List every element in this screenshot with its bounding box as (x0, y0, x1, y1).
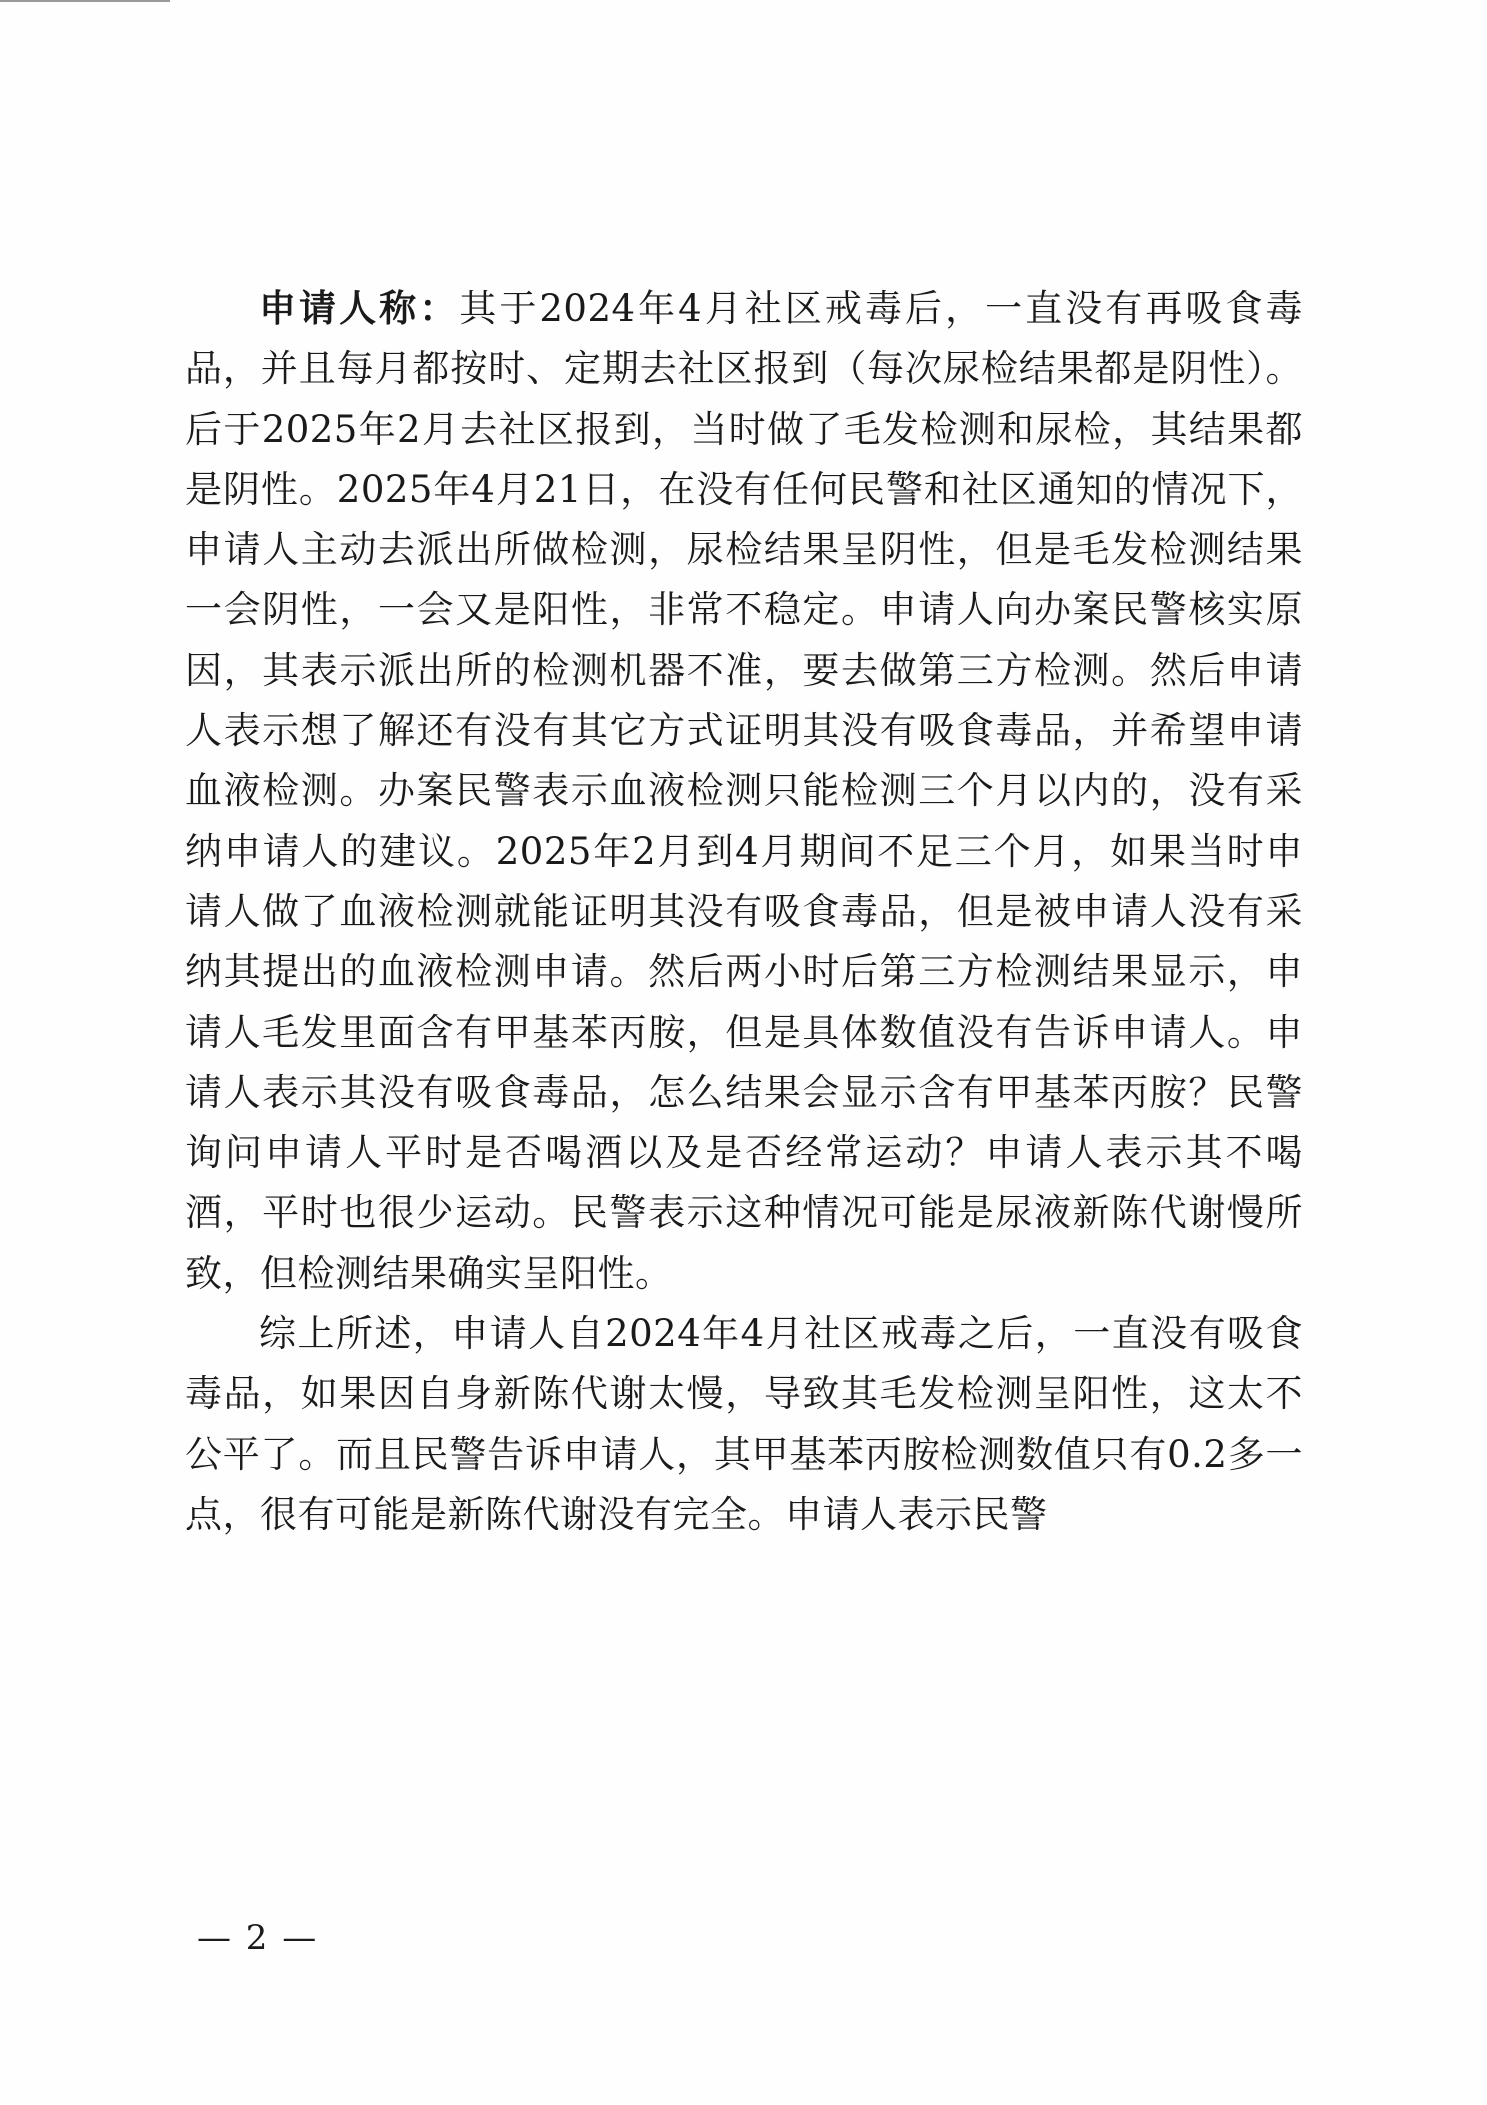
top-edge-rule (0, 0, 170, 2)
paragraph-text: 综上所述，申请人自2024年4月社区戒毒之后，一直没有吸食毒品，如果因自身新陈代谢太慢，导致其毛发检测呈阳性，这太不公平了。而且民警告诉申请人，其甲基苯丙胺检测数值只有0.2多一点，很有可能是新陈代谢没有完全。申请人表示民警 (185, 1312, 1303, 1536)
document-body (185, 278, 1303, 1545)
paragraph-summary (185, 1304, 1303, 1545)
page-number: — 2 — (197, 1918, 319, 1958)
paragraph-applicant-statement (185, 278, 1303, 1304)
paragraph-lead-label: 申请人称： (259, 286, 460, 330)
paragraph-text: 其于2024年4月社区戒毒后，一直没有再吸食毒品，并且每月都按时、定期去社区报到（每次尿检结果都是阴性）。后于2025年2月去社区报到，当时做了毛发检测和尿检，其结果都是阴性。2025年4月21日，在没有任何民警和社区通知的情况下，申请人主动去派出所做检测，尿检结果呈阴性，但是毛发检测结果一会阴性，一会又是阳性，非常不稳定。申请人向办案民警核实原因，其表示派出所的检测机器不准，要去做第三方检测。然后申请人表示想了解还有没有其它方式证明其没有吸食毒品，并希望申请血液检测。办案民警表示血液检测只能检测三个月以内的，没有采纳申请人的建议。2025年2月到4月期间不足三个月，如果当时申请人做了血液检测就能证明其没有吸食毒品，但是被申请人没有采纳其提出的血液检测申请。然后两小时后第三方检测结果显示，申请人毛发里面含有甲基苯丙胺，但是具体数值没有告诉申请人。申请人表示其没有吸食毒品，怎么结果会显示含有甲基苯丙胺？民警询问申请人平时是否喝酒以及是否经常运动？申请人表示其不喝酒，平时也很少运动。民警表示这种情况可能是尿液新陈代谢慢所致，但检测结果确实呈阳性。 (185, 287, 1304, 1295)
